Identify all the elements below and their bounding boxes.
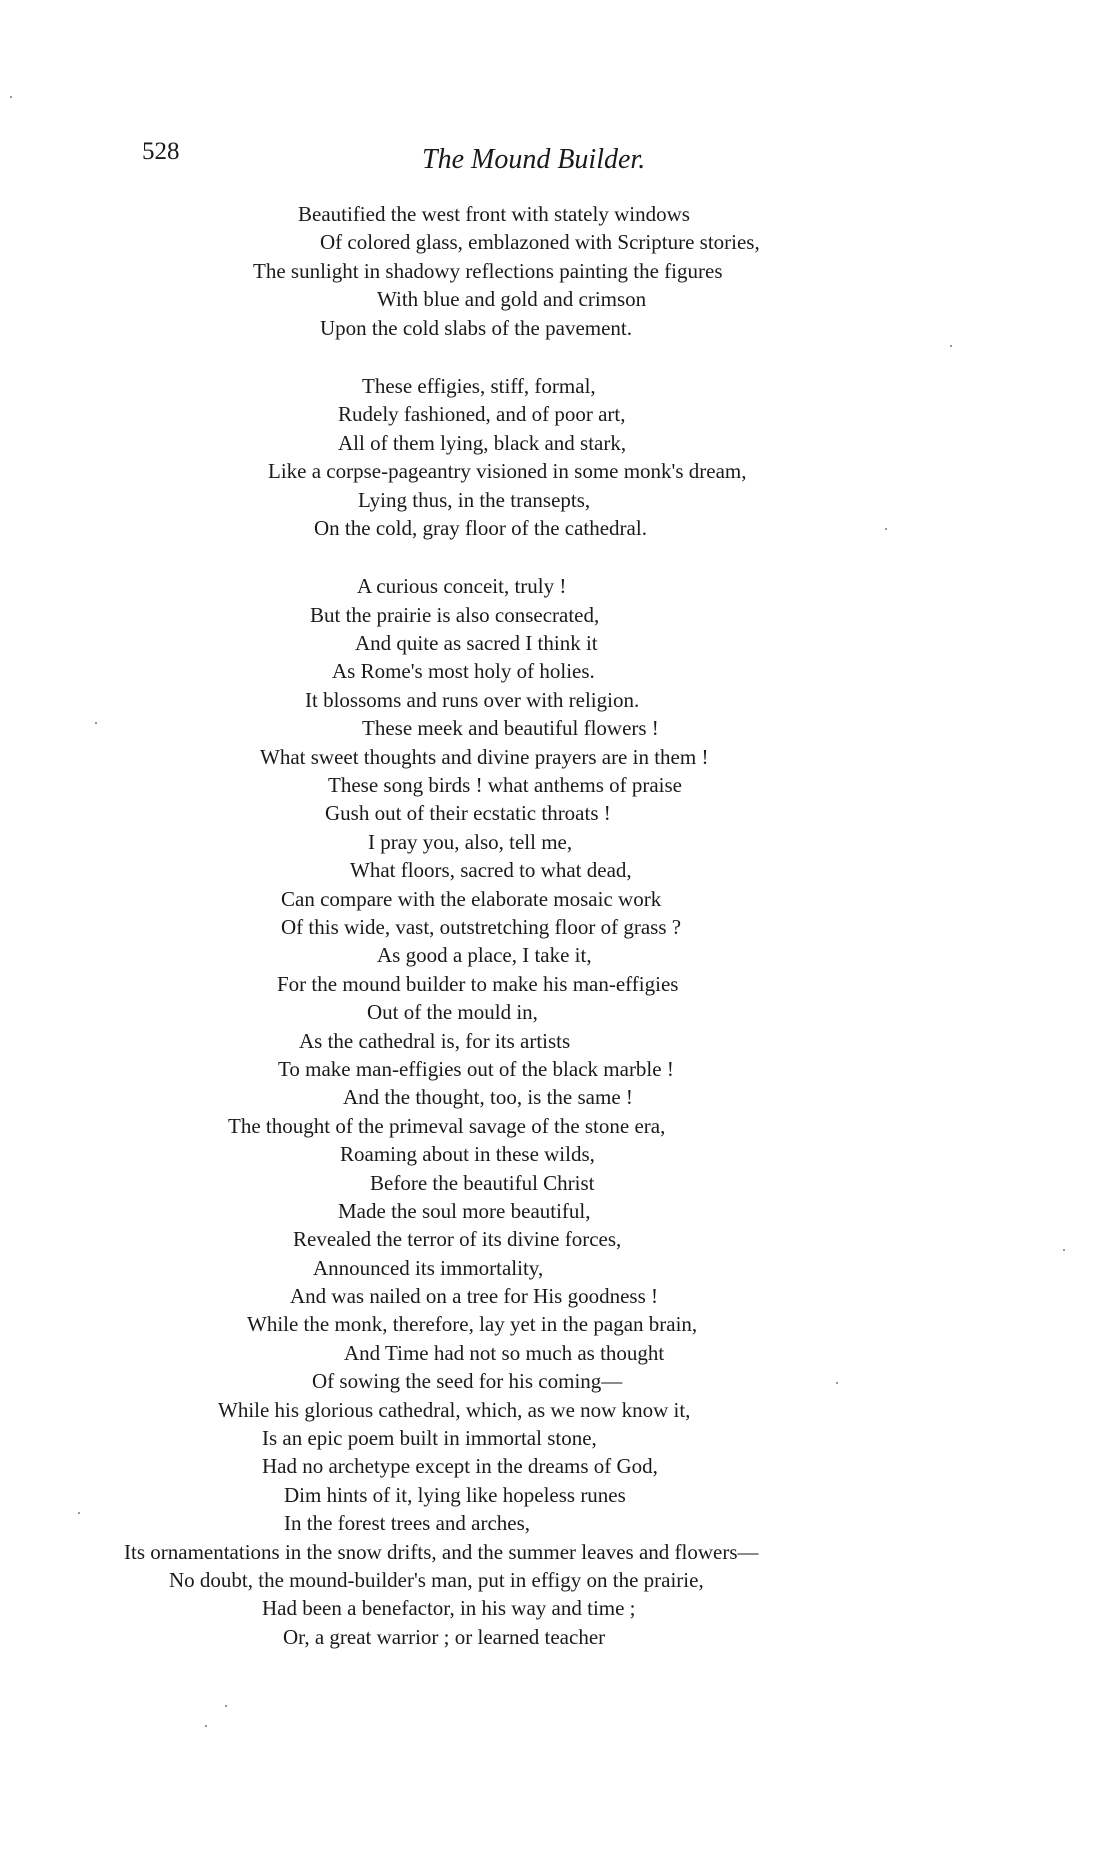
poem-line: And the thought, too, is the same ! [343,1085,633,1110]
poem-line: In the forest trees and arches, [284,1511,531,1536]
poem-line: What sweet thoughts and divine prayers are in them ! [260,744,709,769]
poem-line: Had no archetype except in the dreams of God, [262,1454,658,1479]
poem-line: Like a corpse-pageantry visioned in some monk's dream, [268,459,747,484]
stanza-1 [0,200,1096,342]
running-title: The Mound Builder. [422,144,646,175]
scan-speck [836,1382,838,1384]
poem-line: Is an epic poem built in immortal stone, [262,1426,597,1451]
poem-line: Beautified the west front with stately windows [298,202,690,226]
poem-line: On the cold, gray floor of the cathedral. [314,515,647,540]
poem-line: While his glorious cathedral, which, as we now know it, [218,1397,691,1422]
poem-line: And was nailed on a tree for His goodness ! [290,1284,658,1309]
poem-line: Before the beautiful Christ [370,1170,595,1195]
poem-line: No doubt, the mound-builder's man, put in effigy on the prairie, [169,1567,704,1592]
poem-line: And Time had not so much as thought [344,1340,665,1365]
poem-line: Lying thus, in the transepts, [358,487,591,512]
poem-line: Of sowing the seed for his coming— [312,1369,623,1394]
stanza-3 [0,572,1096,1651]
poem-line: To make man-effigies out of the black marble ! [278,1056,674,1081]
poem-line: While the monk, therefore, lay yet in the pagan brain, [247,1312,698,1337]
poem-line: With blue and gold and crimson [377,287,647,312]
page-number: 528 [142,138,180,165]
page-header [0,138,1096,178]
poem-line: For the mound builder to make his man-effigies [277,971,679,996]
poem-line: Its ornamentations in the snow drifts, and the summer leaves and flowers— [124,1539,759,1564]
poem-line: And quite as sacred I think it [355,631,598,656]
poem-line: Made the soul more beautiful, [338,1198,591,1223]
poem-line: It blossoms and runs over with religion. [305,687,640,712]
poem-line: Can compare with the elaborate mosaic work [281,886,662,911]
scan-speck [205,1725,207,1727]
poem-line: All of them lying, black and stark, [338,430,627,455]
poem-line: Or, a great warrior ; or learned teacher [283,1624,606,1649]
stanza-2 [0,372,1096,542]
poem-line: But the prairie is also consecrated, [310,602,600,627]
scan-speck [10,96,12,98]
poem-line: Revealed the terror of its divine forces, [293,1227,622,1252]
poem-line: As the cathedral is, for its artists [299,1028,571,1053]
poem-line: Announced its immortality, [313,1255,544,1280]
scan-speck [950,345,952,347]
poem-line: Had been a benefactor, in his way and time ; [262,1596,636,1621]
poem-line: Rudely fashioned, and of poor art, [338,402,626,427]
poem-line: Of colored glass, emblazoned with Scripture stories, [320,230,760,255]
scan-speck [225,1705,227,1707]
poem-line: These song birds ! what anthems of praise [328,773,682,798]
scan-speck [885,528,887,530]
poem-line: Roaming about in these wilds, [340,1142,595,1167]
poem-line: Out of the mould in, [367,1000,538,1025]
poem-line: A curious conceit, truly ! [357,574,567,599]
scan-speck [78,1512,80,1514]
poem-line: Gush out of their ecstatic throats ! [325,801,611,826]
poem-line: The sunlight in shadowy reflections painting the figures [253,258,723,283]
poem-line: I pray you, also, tell me, [368,829,573,854]
scan-speck [95,722,97,724]
poem-body [0,200,1096,1651]
scan-speck [1063,1249,1065,1251]
poem-line: Of this wide, vast, outstretching floor of grass ? [281,914,682,939]
poem-line: These effigies, stiff, formal, [362,373,596,398]
poem-line: As Rome's most holy of holies. [332,659,595,684]
poem-line: These meek and beautiful flowers ! [362,716,659,741]
poem-line: Dim hints of it, lying like hopeless runes [284,1482,626,1507]
poem-line: What floors, sacred to what dead, [350,858,632,883]
poem-line: The thought of the primeval savage of the stone era, [228,1113,666,1138]
poem-line: As good a place, I take it, [377,943,592,968]
poem-line: Upon the cold slabs of the pavement. [320,315,633,340]
